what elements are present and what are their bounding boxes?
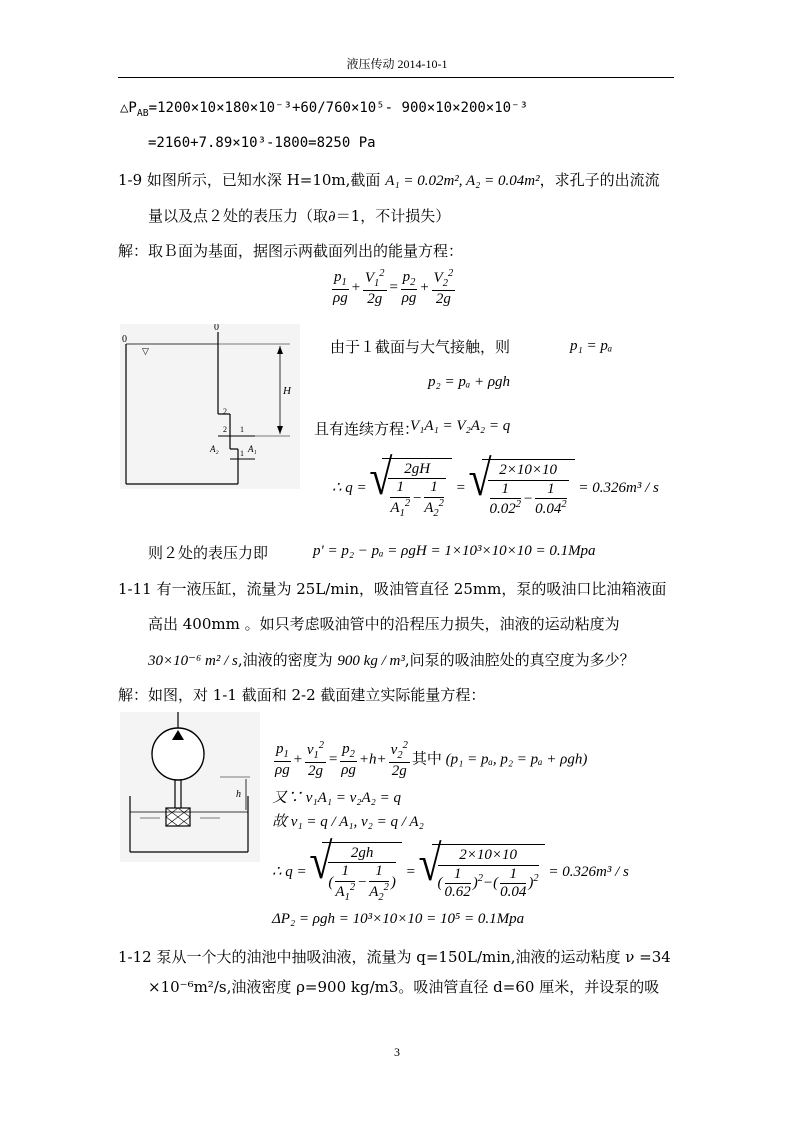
calc-sub: AB <box>136 107 149 119</box>
p111-bernoulli-eq: $\frac{p_1}{\rho g}$ + $\frac{v_1^2}{2g}$ = $\frac{p_2}{\rho g}$ +h+ $\frac{v_2^2}{2g}$ 其中 (p₁ = pₐ, p₂ = pₐ + ρgh) <box>275 740 588 780</box>
p19-p2-eq: p₂ = pₐ + ρgh <box>428 374 511 390</box>
fig1-label-1b: 1 <box>240 449 244 458</box>
p19-contact-text: 由于１截面与大气接触，则 <box>330 338 511 356</box>
p111-hence-eq: 故 v₁ = q / A₁, v₂ = q / A₂ <box>272 814 424 830</box>
calc-rest: =1200×10×180×10⁻³+60/760×10⁵- 900×10×200×10⁻³ <box>148 100 528 116</box>
page-number: 3 <box>394 1045 400 1059</box>
p19-area-eq: A₁ = 0.02m², A₂ = 0.04m² <box>385 173 540 189</box>
p111-again-eq: 又∵ v₁A₁ = v₂A₂ = q <box>272 790 401 806</box>
p19-p1-eq: p₁ = pₐ <box>570 338 613 354</box>
p111-solution-intro: 解：如图，对 1-1 截面和 2-2 截面建立实际能量方程： <box>118 686 486 704</box>
p19-text-suffix: ，求孔子的出流流 <box>539 171 660 189</box>
p19-line2: 量以及点２处的表压力（取∂＝1，不计损失） <box>148 207 451 225</box>
p111-text-density: ,油液的密度为 <box>237 651 333 669</box>
p111-where-eq: (p₁ = pₐ, p₂ = pₐ + ρgh) <box>445 751 588 768</box>
page-header-title: 液压传动 2014-10-1 <box>346 57 448 71</box>
calc-line-2: =2160+7.89×10³-1800=8250 Pa <box>148 135 376 151</box>
p19-bernoulli-eq: $\frac{p_1}{\rho g}$ + $\frac{V_1^2}{2g}$ = $\frac{p_2}{\rho g}$ + $\frac{V_2^2}{2g}$ <box>333 268 454 308</box>
p111-q-formula: ∴ q = √ 2gh ( $\frac{1}{A_1^2}$ − $\frac{1}{A_2^2}$ ) = √ 2×10×10 ( $\frac{1}{0.62}$ )$^2$−( $\frac{1}{0.04}$ )$^2$ = 0.326m³ / s <box>272 842 629 904</box>
p19-q-prefix: ∴ q = <box>332 480 367 497</box>
p19-continuity-eq: V₁A₁ = V₂A₂ = q <box>410 418 511 434</box>
fig1-label-a1: A₁ <box>248 444 257 454</box>
p19-q-result: = 0.326m³ / s <box>578 480 659 497</box>
fig1-label-0-right: 0 <box>214 324 219 333</box>
fig1-label-h: H <box>283 385 291 397</box>
header-rule <box>118 77 674 78</box>
calc-line-1 <box>120 100 528 119</box>
p112-line1: 1-12 泵从一个大的油池中抽吸油液，流量为 q=150L/min,油液的运动粘度 ν =34 <box>118 948 671 966</box>
p111-question: ,问泵的吸油腔处的真空度为多少？ <box>404 651 635 669</box>
p111-q-prefix: ∴ q = <box>272 864 307 881</box>
pump-tank-figure <box>120 712 260 862</box>
p19-solution-intro: 解：取Ｂ面为基面，据图示两截面列出的能量方程： <box>118 242 464 260</box>
calc-delta-p: △P <box>120 100 137 116</box>
p111-dp-eq: ΔP₂ = ρgh = 10³×10×10 = 10⁵ = 0.1Mpa <box>272 911 525 927</box>
fig2-label-h: h <box>236 789 241 800</box>
fig1-label-0-left: 0 <box>122 334 127 345</box>
p111-line2: 高出 400mm 。如只考虑吸油管中的沿程压力损失，油液的运动粘度为 <box>148 615 620 633</box>
p111-density: 900 kg / m³ <box>337 653 405 669</box>
p111-line3 <box>148 649 635 670</box>
p19-text: 1-9 如图所示，已知水深 H=10m,截面 <box>118 171 381 189</box>
p19-gauge-text: 则２处的表压力即 <box>148 544 269 562</box>
tank-orifice-figure <box>120 324 300 489</box>
p19-q-formula: ∴ q = √ 2gH $\frac{1}{A_1^2}$ − $\frac{1}{A_2^2}$ = √ 2×10×10 $\frac{1}{0.02^2}$ − $\frac{1}{0.04^2}$ = 0.326m³ / s <box>332 458 659 520</box>
p19-continuity-label: 且有连续方程： <box>314 420 420 438</box>
svg-text:▽: ▽ <box>142 346 149 356</box>
p111-line1: 1-11 有一液压缸，流量为 25L/min，吸油管直径 25mm，泵的吸油口比油箱液面 <box>118 580 667 598</box>
p19-line1 <box>118 169 660 190</box>
p112-line2: ×10⁻⁶m²/s,油液密度 ρ=900 kg/m3。吸油管直径 d=60 厘米，并设泵的吸 <box>148 978 660 996</box>
p111-where-text: 其中 <box>411 749 442 768</box>
p111-viscosity: 30×10⁻⁶ m² / s <box>148 653 238 669</box>
fig1-label-a2: A₂ <box>210 444 219 454</box>
p19-gauge-eq: p' = p₂ − pₐ = ρgH = 1×10³×10×10 = 0.1Mpa <box>313 543 596 559</box>
fig1-label-2a: 2 <box>223 407 227 416</box>
fig1-label-1a: 1 <box>240 425 244 434</box>
fig1-label-2b: 2 <box>223 425 227 434</box>
p111-q-result: = 0.326m³ / s <box>548 864 629 881</box>
